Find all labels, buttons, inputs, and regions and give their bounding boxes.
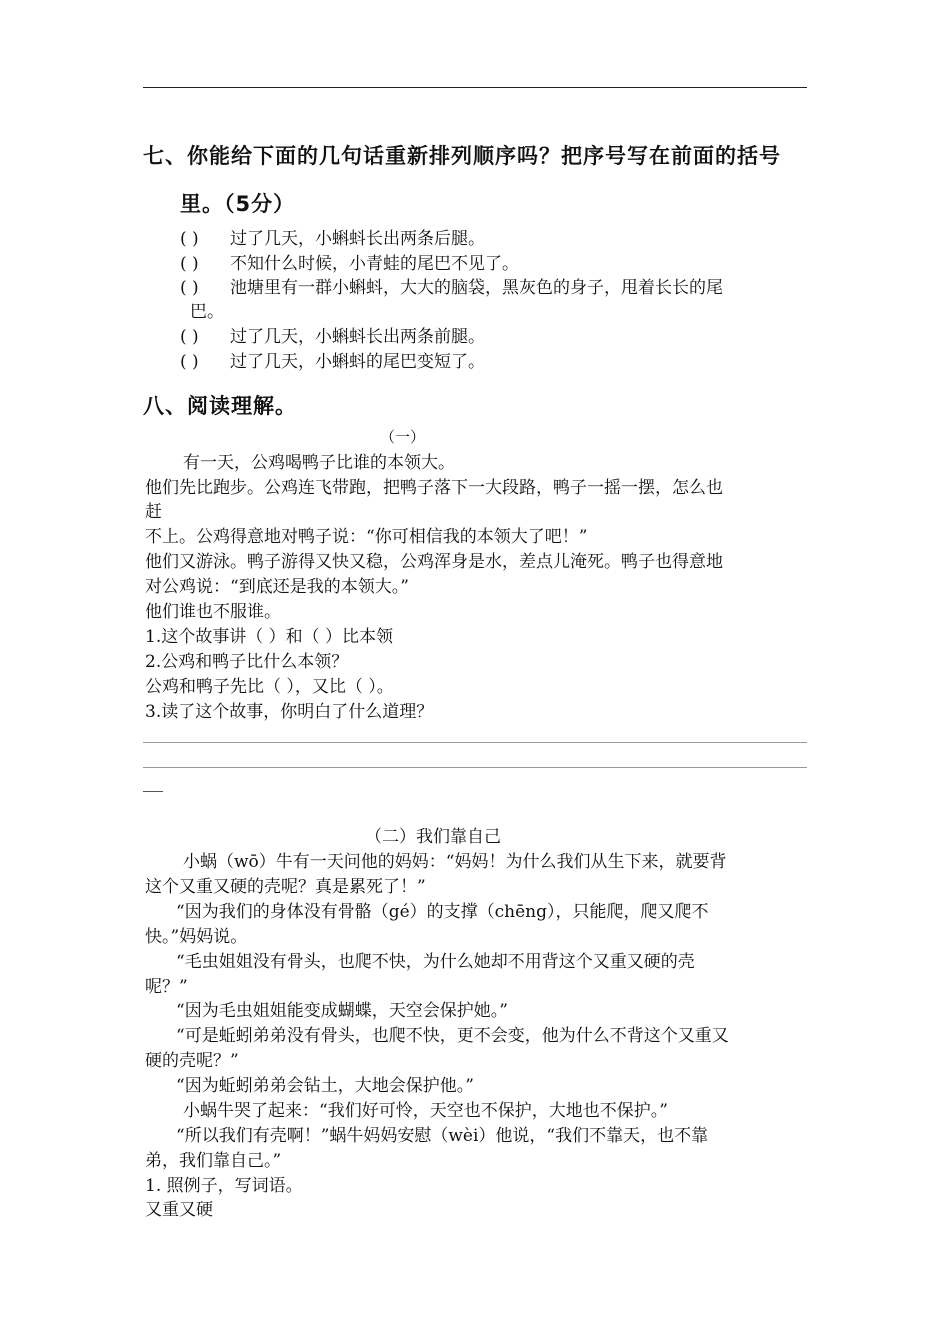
passage2-line: 快。”妈妈说。	[145, 927, 248, 947]
passage1-line: 他们又游泳。鸭子游得又快又稳，公鸡浑身是水，差点儿淹死。鸭子也得意地	[145, 552, 723, 572]
passage2-line: 弟，我们靠自己。”	[145, 1151, 282, 1171]
section7-item-5	[180, 351, 485, 373]
passage2-line: 这个又重又硬的壳呢？真是累死了！”	[145, 877, 426, 897]
answer-parenthesis[interactable]: ( )	[180, 278, 199, 298]
section7-item-1	[180, 228, 485, 250]
passage2-heading: （二）我们靠自己	[365, 827, 501, 847]
answer-line[interactable]	[143, 767, 807, 768]
answer-parenthesis[interactable]: ( )	[180, 254, 199, 274]
item-text: 过了几天，小蝌蚪长出两条前腿。	[230, 327, 485, 347]
section7-title-line2: 里。（5分）	[180, 192, 296, 216]
passage2-question-1: 1. 照例子，写词语。	[145, 1176, 303, 1196]
answer-line-stub	[143, 791, 163, 792]
passage2-line: “可是蚯蚓弟弟没有骨头，也爬不快，更不会变，他为什么不背这个又重又	[176, 1026, 729, 1046]
section7-item-3-cont: 巴。	[190, 302, 224, 322]
section7-title-line1: 七、你能给下面的几句话重新排列顺序吗？把序号写在前面的括号	[143, 144, 781, 168]
passage2-line: 呢？”	[145, 977, 188, 997]
passage2-example-word: 又重又硬	[145, 1200, 213, 1220]
passage1-line: 不上。公鸡得意地对鸭子说：“你可相信我的本领大了吧！”	[145, 527, 588, 547]
passage2-line: “因为我们的身体没有骨骼（gé）的支撑（chēng），只能爬，爬又爬不	[176, 902, 709, 922]
passage1-line: 有一天，公鸡喝鸭子比谁的本领大。	[183, 453, 455, 473]
passage2-line: “毛虫姐姐没有骨头，也爬不快，为什么她却不用背这个又重又硬的壳	[176, 952, 695, 972]
passage1-line: 他们谁也不服谁。	[145, 602, 281, 622]
item-text: 过了几天，小蝌蚪长出两条后腿。	[230, 229, 485, 249]
passage1-question-2-answer: 公鸡和鸭子先比（ ），又比（ ）。	[145, 677, 394, 697]
passage2-line: “因为毛虫姐姐能变成蝴蝶，天空会保护她。”	[176, 1001, 508, 1021]
passage1-question-1: 1.这个故事讲（ ）和（ ）比本领	[145, 627, 394, 647]
item-text: 过了几天，小蝌蚪的尾巴变短了。	[230, 352, 485, 372]
passage1-line: 对公鸡说：“到底还是我的本领大。”	[145, 577, 409, 597]
passage1-heading: （一）	[380, 428, 426, 446]
answer-parenthesis[interactable]: ( )	[180, 229, 199, 249]
section7-item-3	[180, 277, 723, 299]
passage1-line: 赶	[145, 502, 162, 522]
passage2-line: “因为蚯蚓弟弟会钻土，大地会保护他。”	[176, 1076, 474, 1096]
passage1-question-3: 3.读了这个故事，你明白了什么道理？	[145, 702, 434, 722]
passage2-line: 小蜗（wō）牛有一天问他的妈妈：“妈妈！为什么我们从生下来，就要背	[183, 852, 727, 872]
passage1-question-2: 2.公鸡和鸭子比什么本领？	[145, 652, 349, 672]
passage1-line: 他们先比跑步。公鸡连飞带跑，把鸭子落下一大段路，鸭子一摇一摆，怎么也	[145, 478, 723, 498]
answer-line[interactable]	[143, 742, 807, 743]
section7-item-4	[180, 326, 485, 348]
passage2-line: 硬的壳呢？”	[145, 1051, 239, 1071]
answer-parenthesis[interactable]: ( )	[180, 352, 199, 372]
passage2-line: “所以我们有壳啊！”蜗牛妈妈安慰（wèi）他说，“我们不靠天，也不靠	[176, 1126, 709, 1146]
section8-title: 八、阅读理解。	[143, 394, 297, 418]
answer-parenthesis[interactable]: ( )	[180, 327, 199, 347]
section7-item-2	[180, 253, 519, 275]
item-text: 不知什么时候，小青蛙的尾巴不见了。	[230, 254, 519, 274]
item-text: 池塘里有一群小蝌蚪，大大的脑袋，黑灰色的身子，甩着长长的尾	[230, 278, 723, 298]
passage2-line: 小蜗牛哭了起来：“我们好可怜，天空也不保护，大地也不保护。”	[183, 1101, 668, 1121]
top-rule	[143, 87, 807, 88]
